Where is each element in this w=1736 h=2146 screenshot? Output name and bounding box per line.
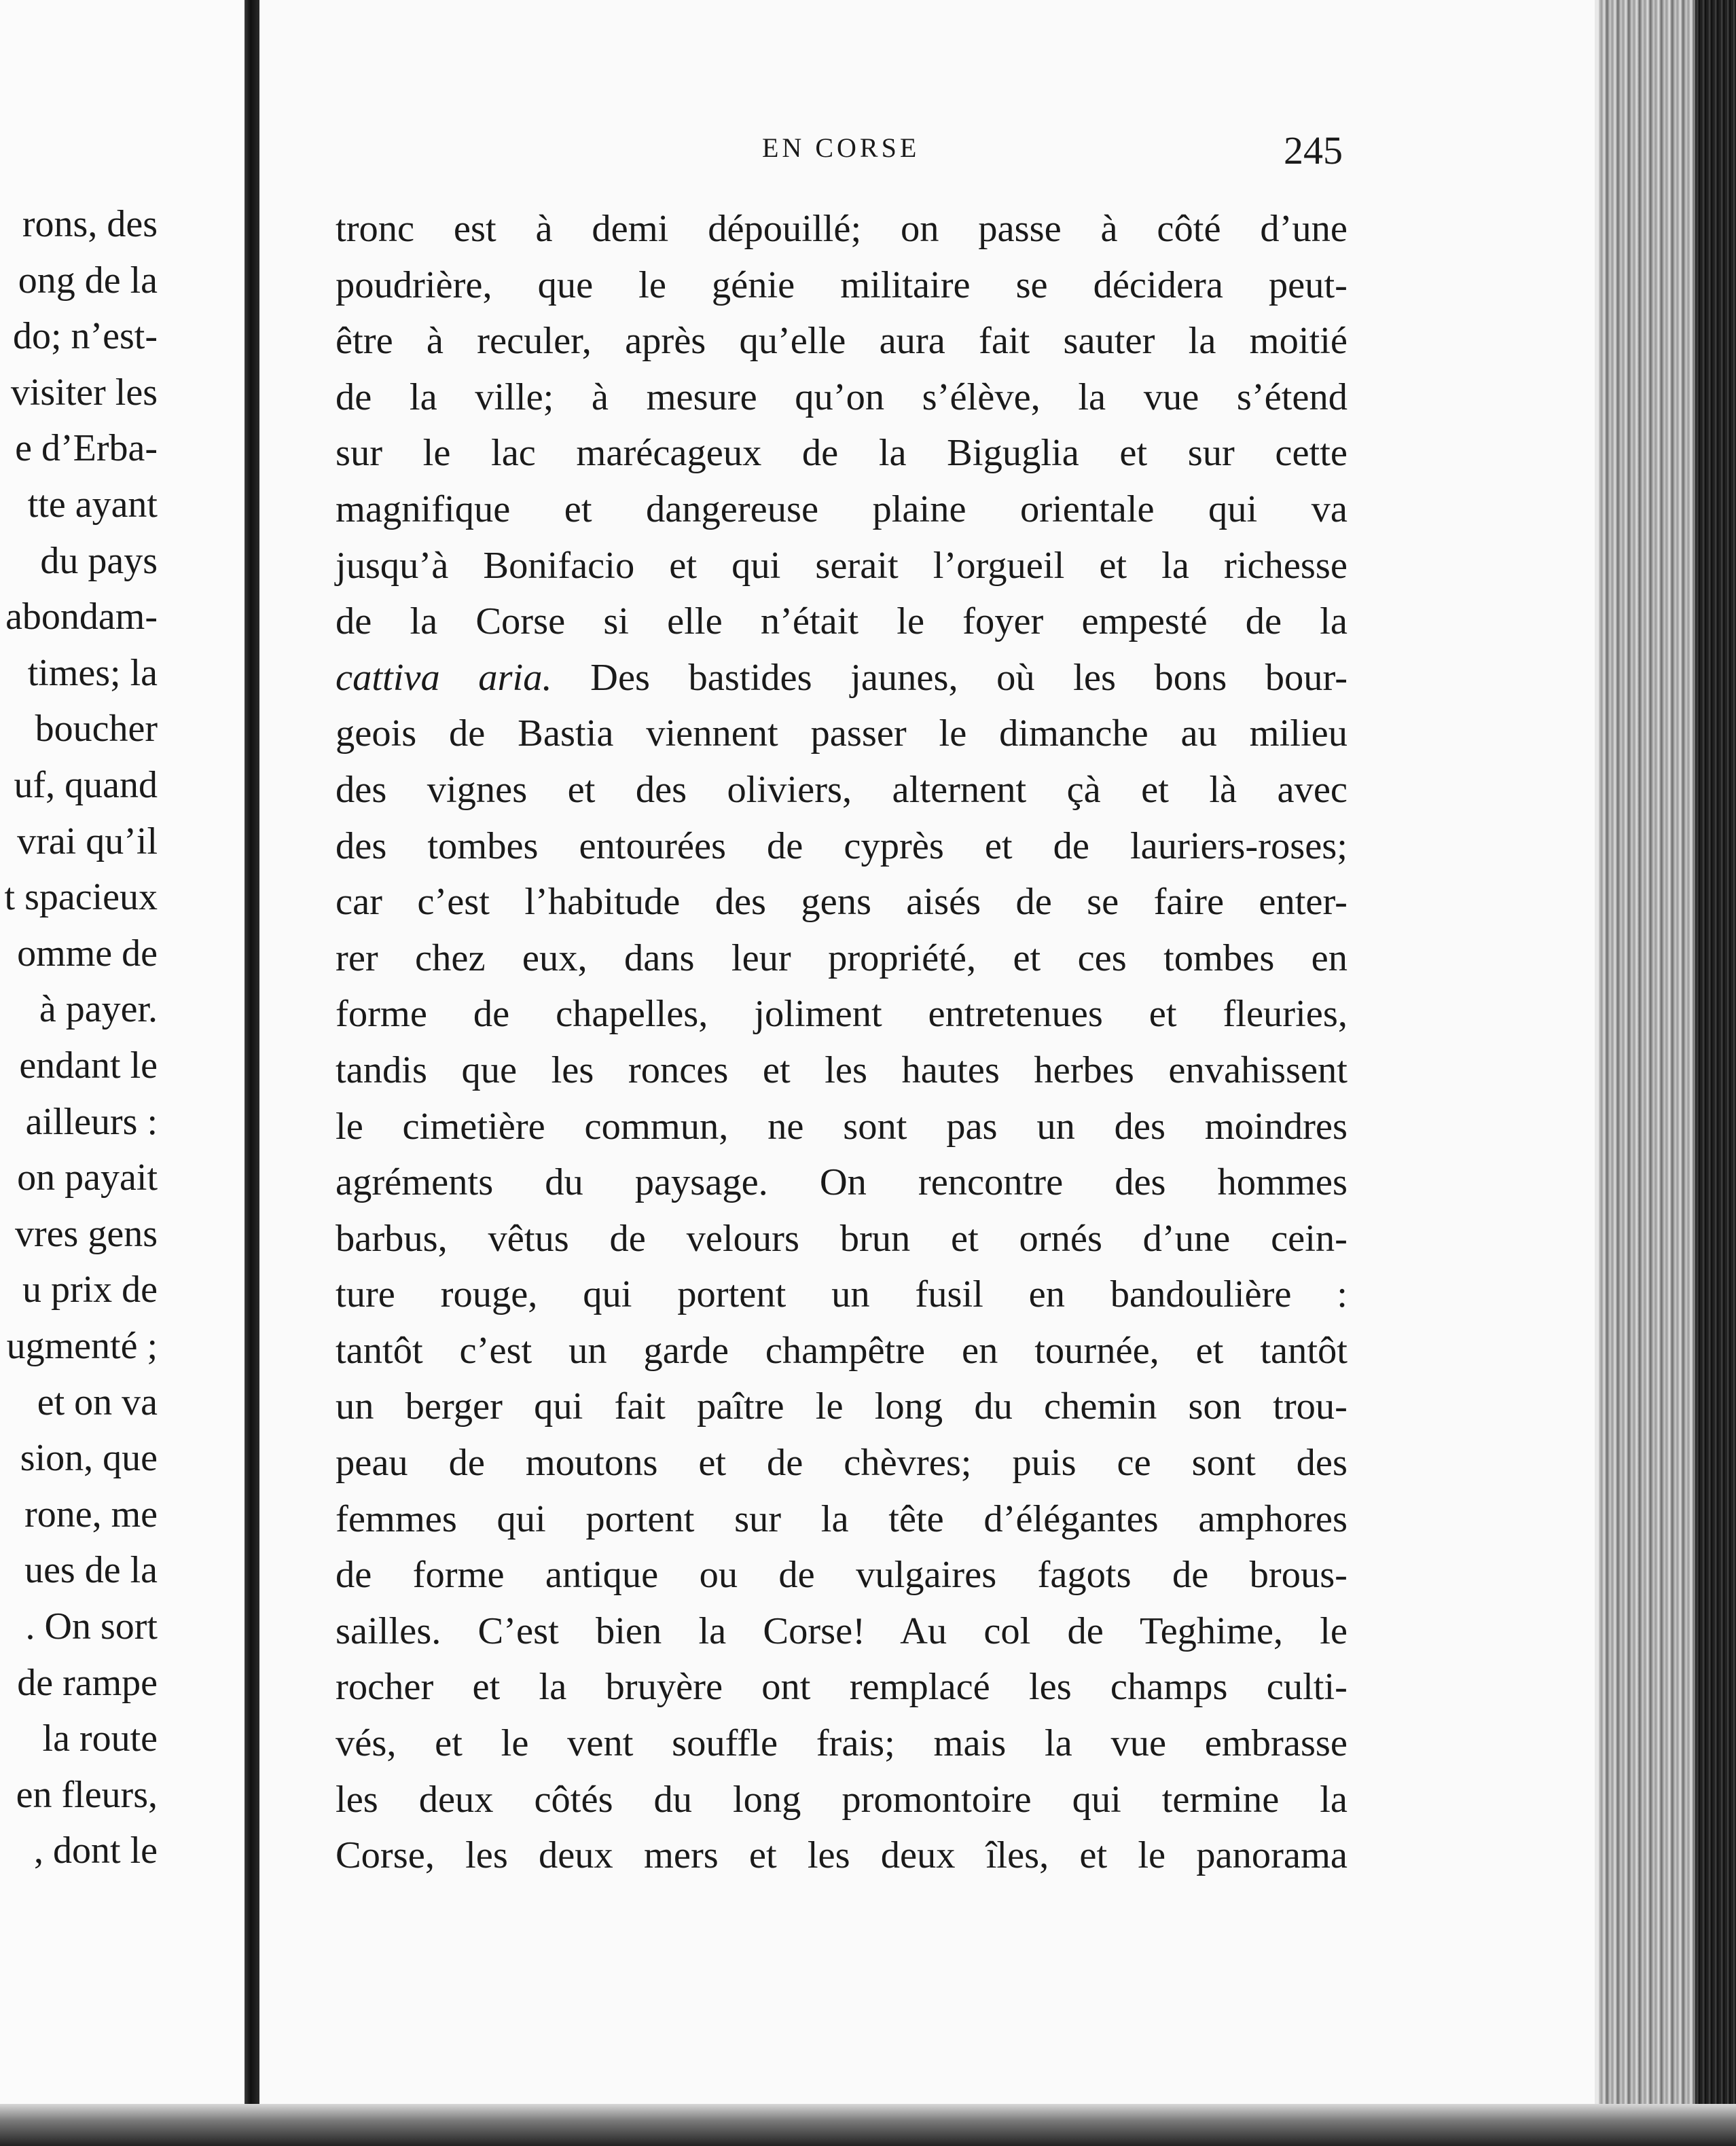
left-page-line: vrai qu’il	[17, 820, 158, 862]
text-run: ture rouge, qui portent un fusil en bandoulière :	[336, 1273, 1348, 1316]
text-run: forme de chapelles, joliment entretenues et fleuries,	[336, 993, 1348, 1036]
text-line	[336, 762, 1348, 818]
text-run: de la ville; à mesure qu’on s’élève, la vue s’étend	[336, 376, 1348, 418]
text-run: agréments du paysage. On rencontre des hommes	[336, 1161, 1348, 1204]
left-page-line: vres gens	[15, 1212, 158, 1255]
text-run: rocher et la bruyère ont remplacé les champs culti-	[336, 1666, 1348, 1709]
text-run: le cimetière commun, ne sont pas un des moindres	[336, 1105, 1348, 1148]
text-line	[336, 201, 1348, 257]
left-page-line: abondam-	[5, 596, 158, 638]
left-page-line: de rampe	[17, 1661, 158, 1704]
text-line	[336, 1659, 1348, 1715]
text-run: des vignes et des oliviers, alternent çà et là avec	[336, 768, 1348, 811]
left-page-line: ailleurs :	[25, 1100, 158, 1143]
text-run: Corse, les deux mers et les deux îles, et le panorama	[336, 1834, 1348, 1877]
text-run: de la Corse si elle n’était le foyer empesté de la	[336, 600, 1348, 643]
text-line	[336, 1603, 1348, 1660]
text-line	[336, 1715, 1348, 1772]
text-line	[336, 481, 1348, 538]
left-page-line: à payer.	[39, 988, 158, 1031]
text-run: tandis que les ronces et les hautes herbes envahissent	[336, 1049, 1348, 1091]
left-page-line: rons, des	[22, 203, 158, 245]
text-line	[336, 257, 1348, 314]
text-line	[336, 1491, 1348, 1548]
left-page-line: do; n’est-	[12, 315, 158, 358]
text-run: tantôt c’est un garde champêtre en tournée, et tantôt	[336, 1329, 1348, 1372]
text-run: car c’est l’habitude des gens aisés de se faire enter-	[336, 881, 1348, 924]
left-page-line: et on va	[37, 1381, 158, 1423]
text-line	[336, 538, 1348, 594]
left-page-line: ong de la	[18, 259, 158, 302]
text-line	[336, 1267, 1348, 1323]
text-run: les deux côtés du long promontoire qui termine la	[336, 1778, 1348, 1821]
text-line	[336, 818, 1348, 875]
left-page-line: omme de	[17, 932, 158, 975]
left-page-line: ugmenté ;	[6, 1325, 158, 1367]
text-run: tronc est à demi dépouillé; on passe à côté d’une	[336, 208, 1348, 250]
text-line	[336, 1323, 1348, 1379]
text-line	[336, 930, 1348, 987]
italic-phrase: cattiva aria.	[336, 656, 552, 699]
text-line	[336, 425, 1348, 481]
scan-bottom-edge	[0, 2104, 1736, 2146]
text-run: de forme antique ou de vulgaires fagots de brous-	[336, 1554, 1348, 1597]
left-page-line: la route	[42, 1717, 158, 1760]
text-line	[336, 1379, 1348, 1435]
left-page-line: endant le	[19, 1044, 158, 1087]
book-gutter	[245, 0, 259, 2146]
text-run: vés, et le vent souffle frais; mais la vue embrasse	[336, 1722, 1348, 1765]
page-number: 245	[1284, 128, 1343, 172]
text-run: un berger qui fait paître le long du chemin son trou-	[336, 1385, 1348, 1428]
text-run: sur le lac marécageux de la Biguglia et sur cette	[336, 432, 1348, 475]
left-page	[0, 0, 245, 2146]
left-page-line: boucher	[35, 708, 158, 750]
text-run: rer chez eux, dans leur propriété, et ces tombes en	[336, 936, 1348, 979]
text-line	[336, 874, 1348, 930]
text-run: barbus, vêtus de velours brun et ornés d’une cein-	[336, 1217, 1348, 1260]
left-page-line: . On sort	[25, 1605, 158, 1648]
page-edge	[1595, 0, 1736, 2146]
text-line	[336, 1211, 1348, 1267]
text-line	[336, 1827, 1348, 1884]
text-line	[336, 1772, 1348, 1828]
left-page-line: en fleurs,	[16, 1773, 158, 1816]
left-page-line: rone, me	[24, 1493, 158, 1535]
text-line	[336, 1154, 1348, 1211]
left-page-line: ues de la	[24, 1549, 158, 1592]
text-run: femmes qui portent sur la tête d’élégantes amphores	[336, 1497, 1348, 1540]
left-page-line: u prix de	[22, 1269, 158, 1311]
text-run: peau de moutons et de chèvres; puis ce sont des	[336, 1442, 1348, 1485]
text-run: Des bastides jaunes, où les bons bour-	[551, 656, 1348, 699]
left-page-line: t spacieux	[4, 876, 158, 919]
text-line	[336, 1099, 1348, 1155]
left-page-line: e d’Erba-	[15, 427, 158, 470]
text-line	[336, 369, 1348, 426]
left-page-line: sion, que	[20, 1437, 158, 1480]
text-line	[336, 706, 1348, 762]
text-line	[336, 1042, 1348, 1099]
left-page-line: on payait	[17, 1157, 158, 1199]
text-line	[336, 650, 1348, 706]
left-page-line: visiter les	[10, 371, 158, 414]
text-line	[336, 1435, 1348, 1491]
left-page-line: , dont le	[34, 1830, 158, 1872]
running-head: EN CORSE	[762, 132, 920, 163]
left-page-line: times; la	[27, 651, 158, 694]
text-run: être à reculer, après qu’elle aura fait sauter la moitié	[336, 320, 1348, 363]
left-page-line: du pays	[40, 539, 158, 582]
text-run: jusqu’à Bonifacio et qui serait l’orgueil et la richesse	[336, 544, 1348, 587]
text-run: des tombes entourées de cyprès et de lauriers-roses;	[336, 824, 1348, 867]
text-run: geois de Bastia viennent passer le dimanche au milieu	[336, 712, 1348, 755]
text-line	[336, 1547, 1348, 1603]
text-line	[336, 594, 1348, 650]
text-line	[336, 313, 1348, 369]
text-run: magnifique et dangereuse plaine orientale qui va	[336, 488, 1348, 530]
text-run: poudrière, que le génie militaire se décidera peut-	[336, 263, 1348, 306]
text-line	[336, 986, 1348, 1042]
text-run: sailles. C’est bien la Corse! Au col de Teghime, le	[336, 1610, 1348, 1652]
left-page-line: tte ayant	[27, 484, 158, 526]
body-text	[336, 201, 1348, 1884]
left-page-line: uf, quand	[14, 764, 158, 806]
